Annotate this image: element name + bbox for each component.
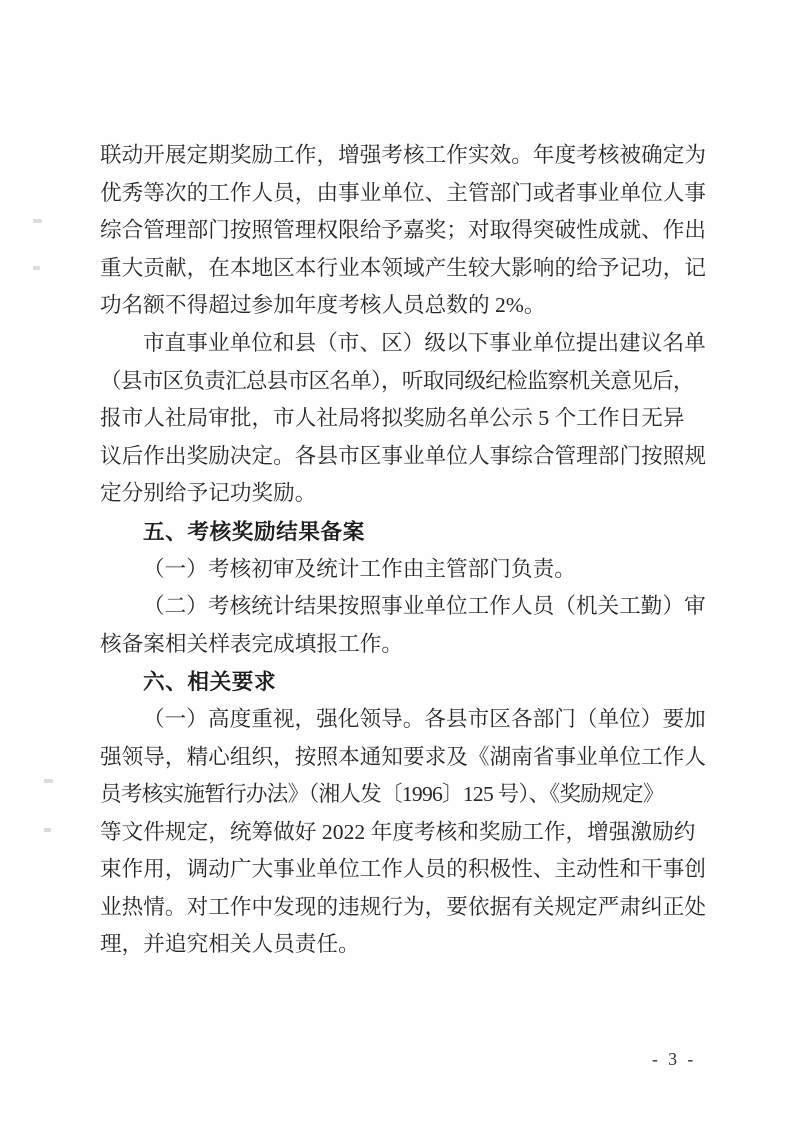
- scan-artifact: [44, 828, 51, 832]
- body-line: 理，并追究相关人员责任。: [100, 932, 360, 957]
- body-line: 重大贡献，在本地区本行业本领域产生较大影响的给予记功，记: [100, 255, 707, 280]
- body-line: （二）考核统计结果按照事业单位工作人员（机关工勤）审: [143, 594, 706, 619]
- page-number: - 3 -: [652, 1049, 697, 1069]
- body-line: 业热情。对工作中发现的违规行为，要依据有关规定严肃纠正处: [100, 894, 707, 919]
- scan-artifact: [33, 219, 42, 223]
- body-line: 综合管理部门按照管理权限给予嘉奖；对取得突破性成就、作出: [100, 218, 707, 243]
- body-line: 核备案相关样表完成填报工作。: [100, 631, 404, 656]
- body-line: 等文件规定，统筹做好 2022 年度考核和奖励工作，增强激励约: [100, 819, 696, 844]
- document-body: [100, 137, 712, 964]
- body-line: 员考核实施暂行办法》（湘人发〔1996〕125 号）、《奖励规定》: [100, 782, 664, 807]
- body-line: （县市区负责汇总县市区名单），听取同级纪检监察机关意见后，: [100, 368, 694, 393]
- body-line: 定分别给予记功奖励。: [100, 481, 317, 506]
- body-line: 议后作出奖励决定。各县市区事业单位人事综合管理部门按照规: [100, 443, 707, 468]
- body-line: （一）考核初审及统计工作由主管部门负责。: [143, 556, 576, 581]
- body-line: 束作用，调动广大事业单位工作人员的积极性、主动性和干事创: [100, 857, 707, 882]
- body-line: 优秀等次的工作人员，由事业单位、主管部门或者事业单位人事: [100, 180, 707, 205]
- scan-artifact: [33, 266, 40, 270]
- body-line: 报市人社局审批，市人社局将拟奖励名单公示 5 个工作日无异: [100, 406, 685, 431]
- body-line: 市直事业单位和县（市、区）级以下事业单位提出建议名单: [143, 330, 706, 355]
- section-heading: 六、相关要求: [143, 669, 277, 695]
- body-line: 功名额不得超过参加年度考核人员总数的 2%。: [100, 293, 546, 318]
- body-line: （一）高度重视，强化领导。各县市区各部门（单位）要加: [143, 706, 706, 731]
- body-line: 强领导，精心组织，按照本通知要求及《湖南省事业单位工作人: [100, 744, 707, 769]
- body-line: 联动开展定期奖励工作，增强考核工作实效。年度考核被确定为: [100, 143, 707, 167]
- scan-artifact: [44, 779, 53, 783]
- section-heading: 五、考核奖励结果备案: [143, 518, 365, 544]
